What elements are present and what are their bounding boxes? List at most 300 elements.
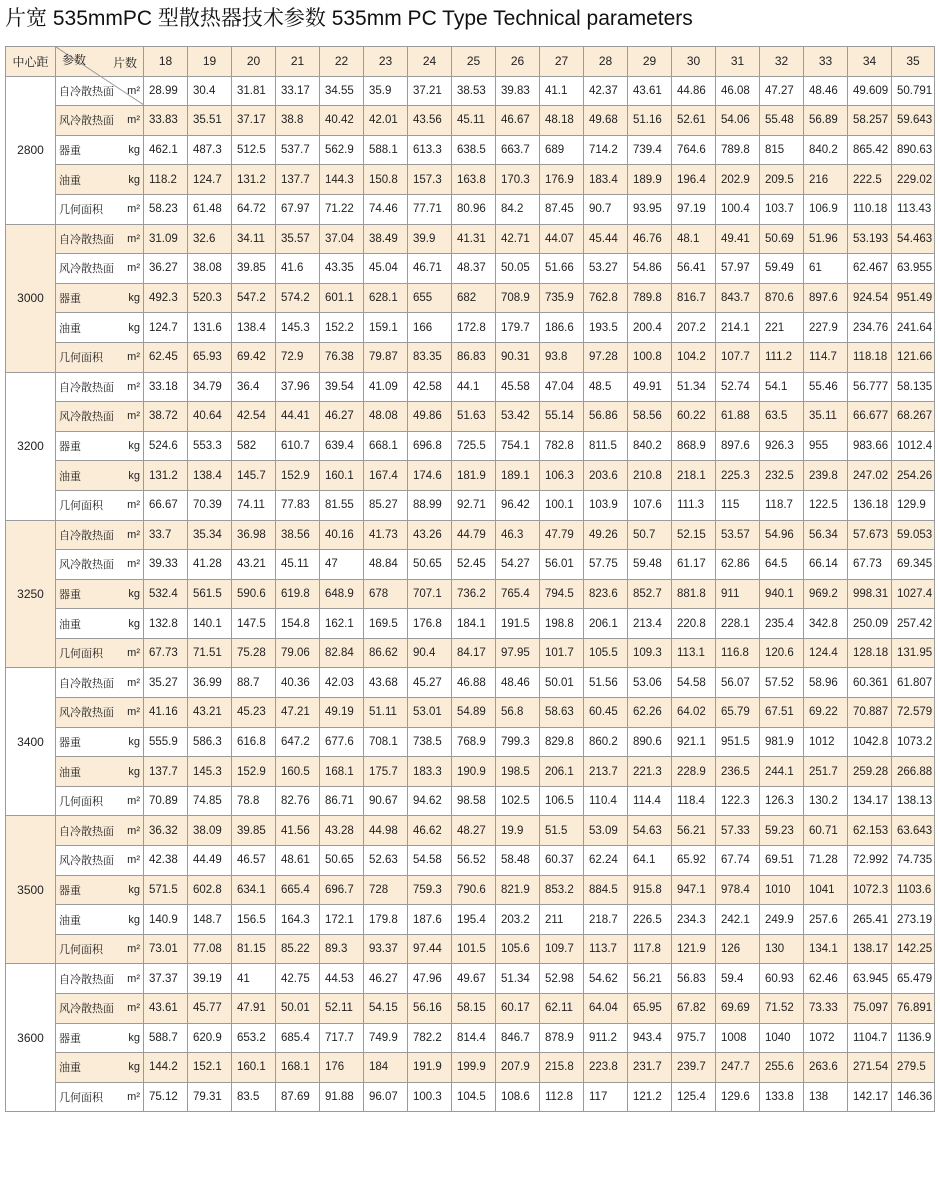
- value-cell: 75.097: [848, 994, 892, 1024]
- param-unit: kg: [128, 440, 140, 453]
- param-label-cell: [56, 490, 144, 520]
- value-cell: 63.955: [892, 254, 935, 284]
- value-cell: 462.1: [144, 135, 188, 165]
- value-cell: 107.6: [628, 490, 672, 520]
- pieces-header-cell: 18: [144, 47, 188, 77]
- value-cell: 975.7: [672, 1023, 716, 1053]
- value-cell: 33.83: [144, 106, 188, 136]
- value-cell: 228.1: [716, 609, 760, 639]
- value-cell: 33.18: [144, 372, 188, 402]
- param-name: 油重: [59, 322, 81, 335]
- param-label-cell: [56, 786, 144, 816]
- param-label-wrap: [59, 971, 140, 987]
- value-cell: 911: [716, 579, 760, 609]
- value-cell: 639.4: [320, 431, 364, 461]
- value-cell: 109.7: [540, 934, 584, 964]
- value-cell: 152.2: [320, 313, 364, 343]
- pieces-header-cell: 22: [320, 47, 364, 77]
- pieces-header-cell: 35: [892, 47, 935, 77]
- value-cell: 142.25: [892, 934, 935, 964]
- value-cell: 562.9: [320, 135, 364, 165]
- value-cell: 49.86: [408, 402, 452, 432]
- value-cell: 978.4: [716, 875, 760, 905]
- value-cell: 104.5: [452, 1082, 496, 1112]
- value-cell: 37.96: [276, 372, 320, 402]
- param-unit: m²: [127, 676, 140, 689]
- value-cell: 145.7: [232, 461, 276, 491]
- param-unit: m²: [127, 558, 140, 571]
- value-cell: 37.04: [320, 224, 364, 254]
- value-cell: 62.11: [540, 994, 584, 1024]
- value-cell: 765.4: [496, 579, 540, 609]
- value-cell: 45.11: [452, 106, 496, 136]
- value-cell: 39.54: [320, 372, 364, 402]
- pieces-header-cell: 33: [804, 47, 848, 77]
- value-cell: 73.33: [804, 994, 848, 1024]
- value-cell: 57.97: [716, 254, 760, 284]
- value-cell: 924.54: [848, 283, 892, 313]
- param-unit: kg: [128, 469, 140, 482]
- value-cell: 58.23: [144, 194, 188, 224]
- pieces-header-cell: 34: [848, 47, 892, 77]
- value-cell: 206.1: [540, 757, 584, 787]
- param-label-cell: [56, 609, 144, 639]
- value-cell: 189.1: [496, 461, 540, 491]
- value-cell: 59.643: [892, 106, 935, 136]
- value-cell: 265.41: [848, 905, 892, 935]
- value-cell: 122.3: [716, 786, 760, 816]
- value-cell: 50.791: [892, 76, 935, 106]
- value-cell: 118.18: [848, 342, 892, 372]
- value-cell: 40.36: [276, 668, 320, 698]
- pieces-header-cell: 27: [540, 47, 584, 77]
- value-cell: 1072.3: [848, 875, 892, 905]
- table-row: [6, 165, 935, 195]
- table-row: [6, 224, 935, 254]
- param-name: 油重: [59, 766, 81, 779]
- value-cell: 160.1: [232, 1053, 276, 1083]
- value-cell: 128.18: [848, 638, 892, 668]
- center-distance-cell: 3200: [6, 372, 56, 520]
- param-label-wrap: [59, 142, 140, 158]
- value-cell: 47.79: [540, 520, 584, 550]
- value-cell: 19.9: [496, 816, 540, 846]
- value-cell: 199.9: [452, 1053, 496, 1083]
- value-cell: 106.5: [540, 786, 584, 816]
- value-cell: 51.11: [364, 698, 408, 728]
- value-cell: 49.609: [848, 76, 892, 106]
- value-cell: 55.48: [760, 106, 804, 136]
- value-cell: 89.3: [320, 934, 364, 964]
- value-cell: 142.17: [848, 1082, 892, 1112]
- param-label-cell: [56, 194, 144, 224]
- value-cell: 41.56: [276, 816, 320, 846]
- table-row: [6, 490, 935, 520]
- value-cell: 218.1: [672, 461, 716, 491]
- value-cell: 754.1: [496, 431, 540, 461]
- value-cell: 39.85: [232, 816, 276, 846]
- value-cell: 54.463: [892, 224, 935, 254]
- value-cell: 207.9: [496, 1053, 540, 1083]
- value-cell: 759.3: [408, 875, 452, 905]
- param-name: 自冷散热面: [59, 381, 114, 394]
- value-cell: 947.1: [672, 875, 716, 905]
- value-cell: 586.3: [188, 727, 232, 757]
- param-label-cell: [56, 964, 144, 994]
- value-cell: 619.8: [276, 579, 320, 609]
- value-cell: 54.15: [364, 994, 408, 1024]
- value-cell: 48.46: [496, 668, 540, 698]
- value-cell: 54.58: [408, 846, 452, 876]
- value-cell: 46.27: [320, 402, 364, 432]
- value-cell: 146.36: [892, 1082, 935, 1112]
- value-cell: 34.55: [320, 76, 364, 106]
- value-cell: 52.61: [672, 106, 716, 136]
- value-cell: 111.3: [672, 490, 716, 520]
- param-label-wrap: [59, 616, 140, 632]
- value-cell: 130: [760, 934, 804, 964]
- center-distance-cell: 3400: [6, 668, 56, 816]
- table-row: [6, 431, 935, 461]
- param-name: 风冷散热面: [59, 263, 114, 276]
- value-cell: 43.26: [408, 520, 452, 550]
- param-label-cell: [56, 402, 144, 432]
- value-cell: 64.04: [584, 994, 628, 1024]
- value-cell: 44.79: [452, 520, 496, 550]
- value-cell: 66.677: [848, 402, 892, 432]
- param-unit: m²: [127, 795, 140, 808]
- value-cell: 250.09: [848, 609, 892, 639]
- param-name: 自冷散热面: [59, 973, 114, 986]
- value-cell: 39.19: [188, 964, 232, 994]
- value-cell: 62.467: [848, 254, 892, 284]
- param-label-wrap: [59, 734, 140, 750]
- value-cell: 28.99: [144, 76, 188, 106]
- value-cell: 154.8: [276, 609, 320, 639]
- value-cell: 49.41: [716, 224, 760, 254]
- value-cell: 890.6: [628, 727, 672, 757]
- value-cell: 82.84: [320, 638, 364, 668]
- param-label-cell: [56, 461, 144, 491]
- value-cell: 104.2: [672, 342, 716, 372]
- value-cell: 124.7: [188, 165, 232, 195]
- value-cell: 44.07: [540, 224, 584, 254]
- value-cell: 1027.4: [892, 579, 935, 609]
- value-cell: 48.27: [452, 816, 496, 846]
- value-cell: 62.24: [584, 846, 628, 876]
- param-unit: kg: [128, 883, 140, 896]
- value-cell: 131.6: [188, 313, 232, 343]
- value-cell: 56.16: [408, 994, 452, 1024]
- value-cell: 44.86: [672, 76, 716, 106]
- param-label-cell: [56, 816, 144, 846]
- param-name: 风冷散热面: [59, 855, 114, 868]
- value-cell: 115: [716, 490, 760, 520]
- param-unit: m²: [127, 854, 140, 867]
- value-cell: 677.6: [320, 727, 364, 757]
- value-cell: 239.8: [804, 461, 848, 491]
- value-cell: 172.1: [320, 905, 364, 935]
- value-cell: 71.52: [760, 994, 804, 1024]
- value-cell: 524.6: [144, 431, 188, 461]
- param-label-wrap: [59, 675, 140, 691]
- value-cell: 56.07: [716, 668, 760, 698]
- value-cell: 81.55: [320, 490, 364, 520]
- value-cell: 90.4: [408, 638, 452, 668]
- value-cell: 35.51: [188, 106, 232, 136]
- table-row: [6, 816, 935, 846]
- value-cell: 79.31: [188, 1082, 232, 1112]
- value-cell: 61.17: [672, 550, 716, 580]
- value-cell: 101.7: [540, 638, 584, 668]
- value-cell: 90.67: [364, 786, 408, 816]
- param-label-cell: [56, 520, 144, 550]
- value-cell: 821.9: [496, 875, 540, 905]
- value-cell: 44.53: [320, 964, 364, 994]
- value-cell: 53.01: [408, 698, 452, 728]
- value-cell: 46.76: [628, 224, 672, 254]
- value-cell: 203.6: [584, 461, 628, 491]
- value-cell: 915.8: [628, 875, 672, 905]
- value-cell: 71.22: [320, 194, 364, 224]
- value-cell: 48.08: [364, 402, 408, 432]
- param-name: 风冷散热面: [59, 115, 114, 128]
- value-cell: 221: [760, 313, 804, 343]
- value-cell: 794.5: [540, 579, 584, 609]
- value-cell: 54.86: [628, 254, 672, 284]
- param-unit: kg: [128, 765, 140, 778]
- value-cell: 129.9: [892, 490, 935, 520]
- value-cell: 59.4: [716, 964, 760, 994]
- pieces-header-cell: 20: [232, 47, 276, 77]
- value-cell: 840.2: [804, 135, 848, 165]
- value-cell: 38.56: [276, 520, 320, 550]
- value-cell: 50.01: [276, 994, 320, 1024]
- param-label-cell: [56, 431, 144, 461]
- value-cell: 190.9: [452, 757, 496, 787]
- value-cell: 46.71: [408, 254, 452, 284]
- value-cell: 69.22: [804, 698, 848, 728]
- value-cell: 105.5: [584, 638, 628, 668]
- value-cell: 735.9: [540, 283, 584, 313]
- value-cell: 532.4: [144, 579, 188, 609]
- value-cell: 59.49: [760, 254, 804, 284]
- value-cell: 76.891: [892, 994, 935, 1024]
- value-cell: 42.03: [320, 668, 364, 698]
- value-cell: 829.8: [540, 727, 584, 757]
- value-cell: 30.4: [188, 76, 232, 106]
- value-cell: 46.57: [232, 846, 276, 876]
- value-cell: 865.42: [848, 135, 892, 165]
- value-cell: 247.7: [716, 1053, 760, 1083]
- value-cell: 97.28: [584, 342, 628, 372]
- value-cell: 214.1: [716, 313, 760, 343]
- param-unit: m²: [127, 972, 140, 985]
- table-row: [6, 964, 935, 994]
- value-cell: 41.1: [540, 76, 584, 106]
- value-cell: 782.8: [540, 431, 584, 461]
- value-cell: 113.43: [892, 194, 935, 224]
- value-cell: 152.9: [232, 757, 276, 787]
- param-unit: m²: [127, 84, 140, 97]
- value-cell: 166: [408, 313, 452, 343]
- value-cell: 44.1: [452, 372, 496, 402]
- value-cell: 43.61: [144, 994, 188, 1024]
- value-cell: 74.735: [892, 846, 935, 876]
- value-cell: 61.807: [892, 668, 935, 698]
- value-cell: 56.83: [672, 964, 716, 994]
- value-cell: 257.6: [804, 905, 848, 935]
- value-cell: 50.05: [496, 254, 540, 284]
- value-cell: 126.3: [760, 786, 804, 816]
- value-cell: 46.27: [364, 964, 408, 994]
- value-cell: 221.3: [628, 757, 672, 787]
- value-cell: 59.053: [892, 520, 935, 550]
- pieces-header-cell: 24: [408, 47, 452, 77]
- value-cell: 45.11: [276, 550, 320, 580]
- value-cell: 49.91: [628, 372, 672, 402]
- value-cell: 860.2: [584, 727, 628, 757]
- value-cell: 628.1: [364, 283, 408, 313]
- value-cell: 67.51: [760, 698, 804, 728]
- value-cell: 176.8: [408, 609, 452, 639]
- value-cell: 56.89: [804, 106, 848, 136]
- param-name: 器重: [59, 441, 81, 454]
- value-cell: 160.1: [320, 461, 364, 491]
- value-cell: 58.15: [452, 994, 496, 1024]
- value-cell: 790.6: [452, 875, 496, 905]
- table-row: [6, 372, 935, 402]
- value-cell: 164.3: [276, 905, 320, 935]
- value-cell: 191.5: [496, 609, 540, 639]
- param-label-cell: [56, 934, 144, 964]
- value-cell: 60.45: [584, 698, 628, 728]
- param-unit: m²: [127, 114, 140, 127]
- value-cell: 38.8: [276, 106, 320, 136]
- value-cell: 249.9: [760, 905, 804, 935]
- value-cell: 870.6: [760, 283, 804, 313]
- value-cell: 176: [320, 1053, 364, 1083]
- value-cell: 55.14: [540, 402, 584, 432]
- value-cell: 707.1: [408, 579, 452, 609]
- value-cell: 49.26: [584, 520, 628, 550]
- param-label-wrap: [59, 941, 140, 957]
- value-cell: 49.67: [452, 964, 496, 994]
- value-cell: 911.2: [584, 1023, 628, 1053]
- value-cell: 138.17: [848, 934, 892, 964]
- value-cell: 58.48: [496, 846, 540, 876]
- param-label-cell: [56, 757, 144, 787]
- table-row: [6, 1053, 935, 1083]
- value-cell: 884.5: [584, 875, 628, 905]
- value-cell: 110.4: [584, 786, 628, 816]
- value-cell: 36.98: [232, 520, 276, 550]
- value-cell: 93.95: [628, 194, 672, 224]
- value-cell: 653.2: [232, 1023, 276, 1053]
- param-unit: m²: [127, 203, 140, 216]
- value-cell: 84.17: [452, 638, 496, 668]
- value-cell: 53.193: [848, 224, 892, 254]
- value-cell: 663.7: [496, 135, 540, 165]
- param-name: 几何面积: [59, 1092, 103, 1105]
- value-cell: 1073.2: [892, 727, 935, 757]
- value-cell: 263.6: [804, 1053, 848, 1083]
- value-cell: 40.16: [320, 520, 364, 550]
- value-cell: 588.1: [364, 135, 408, 165]
- param-unit: m²: [127, 528, 140, 541]
- value-cell: 50.65: [408, 550, 452, 580]
- value-cell: 40.42: [320, 106, 364, 136]
- param-label-wrap: [59, 468, 140, 484]
- value-cell: 191.9: [408, 1053, 452, 1083]
- value-cell: 113.7: [584, 934, 628, 964]
- table-row: [6, 1023, 935, 1053]
- value-cell: 69.42: [232, 342, 276, 372]
- value-cell: 63.643: [892, 816, 935, 846]
- value-cell: 38.72: [144, 402, 188, 432]
- value-cell: 225.3: [716, 461, 760, 491]
- param-name: 器重: [59, 293, 81, 306]
- param-name: 器重: [59, 588, 81, 601]
- value-cell: 1040: [760, 1023, 804, 1053]
- value-cell: 97.44: [408, 934, 452, 964]
- value-cell: 725.5: [452, 431, 496, 461]
- value-cell: 184.1: [452, 609, 496, 639]
- value-cell: 555.9: [144, 727, 188, 757]
- value-cell: 118.4: [672, 786, 716, 816]
- value-cell: 103.7: [760, 194, 804, 224]
- value-cell: 106.9: [804, 194, 848, 224]
- value-cell: 134.17: [848, 786, 892, 816]
- param-name: 风冷散热面: [59, 707, 114, 720]
- value-cell: 77.71: [408, 194, 452, 224]
- value-cell: 717.7: [320, 1023, 364, 1053]
- value-cell: 54.96: [760, 520, 804, 550]
- value-cell: 789.8: [628, 283, 672, 313]
- value-cell: 169.5: [364, 609, 408, 639]
- value-cell: 121.2: [628, 1082, 672, 1112]
- value-cell: 998.31: [848, 579, 892, 609]
- value-cell: 66.67: [144, 490, 188, 520]
- center-distance-cell: 3250: [6, 520, 56, 668]
- param-label-cell: [56, 727, 144, 757]
- pieces-header-cell: 28: [584, 47, 628, 77]
- param-label-wrap: [59, 112, 140, 128]
- value-cell: 174.6: [408, 461, 452, 491]
- value-cell: 1010: [760, 875, 804, 905]
- param-label-cell: [56, 313, 144, 343]
- value-cell: 54.06: [716, 106, 760, 136]
- value-cell: 100.8: [628, 342, 672, 372]
- value-cell: 138.4: [232, 313, 276, 343]
- value-cell: 768.9: [452, 727, 496, 757]
- value-cell: 63.945: [848, 964, 892, 994]
- value-cell: 52.98: [540, 964, 584, 994]
- param-label-wrap: [59, 497, 140, 513]
- value-cell: 56.01: [540, 550, 584, 580]
- value-cell: 39.85: [232, 254, 276, 284]
- param-label-wrap: [59, 231, 140, 247]
- value-cell: 65.79: [716, 698, 760, 728]
- value-cell: 57.33: [716, 816, 760, 846]
- param-unit: kg: [128, 913, 140, 926]
- value-cell: 72.579: [892, 698, 935, 728]
- value-cell: 117: [584, 1082, 628, 1112]
- value-cell: 64.72: [232, 194, 276, 224]
- value-cell: 38.53: [452, 76, 496, 106]
- value-cell: 36.99: [188, 668, 232, 698]
- value-cell: 868.9: [672, 431, 716, 461]
